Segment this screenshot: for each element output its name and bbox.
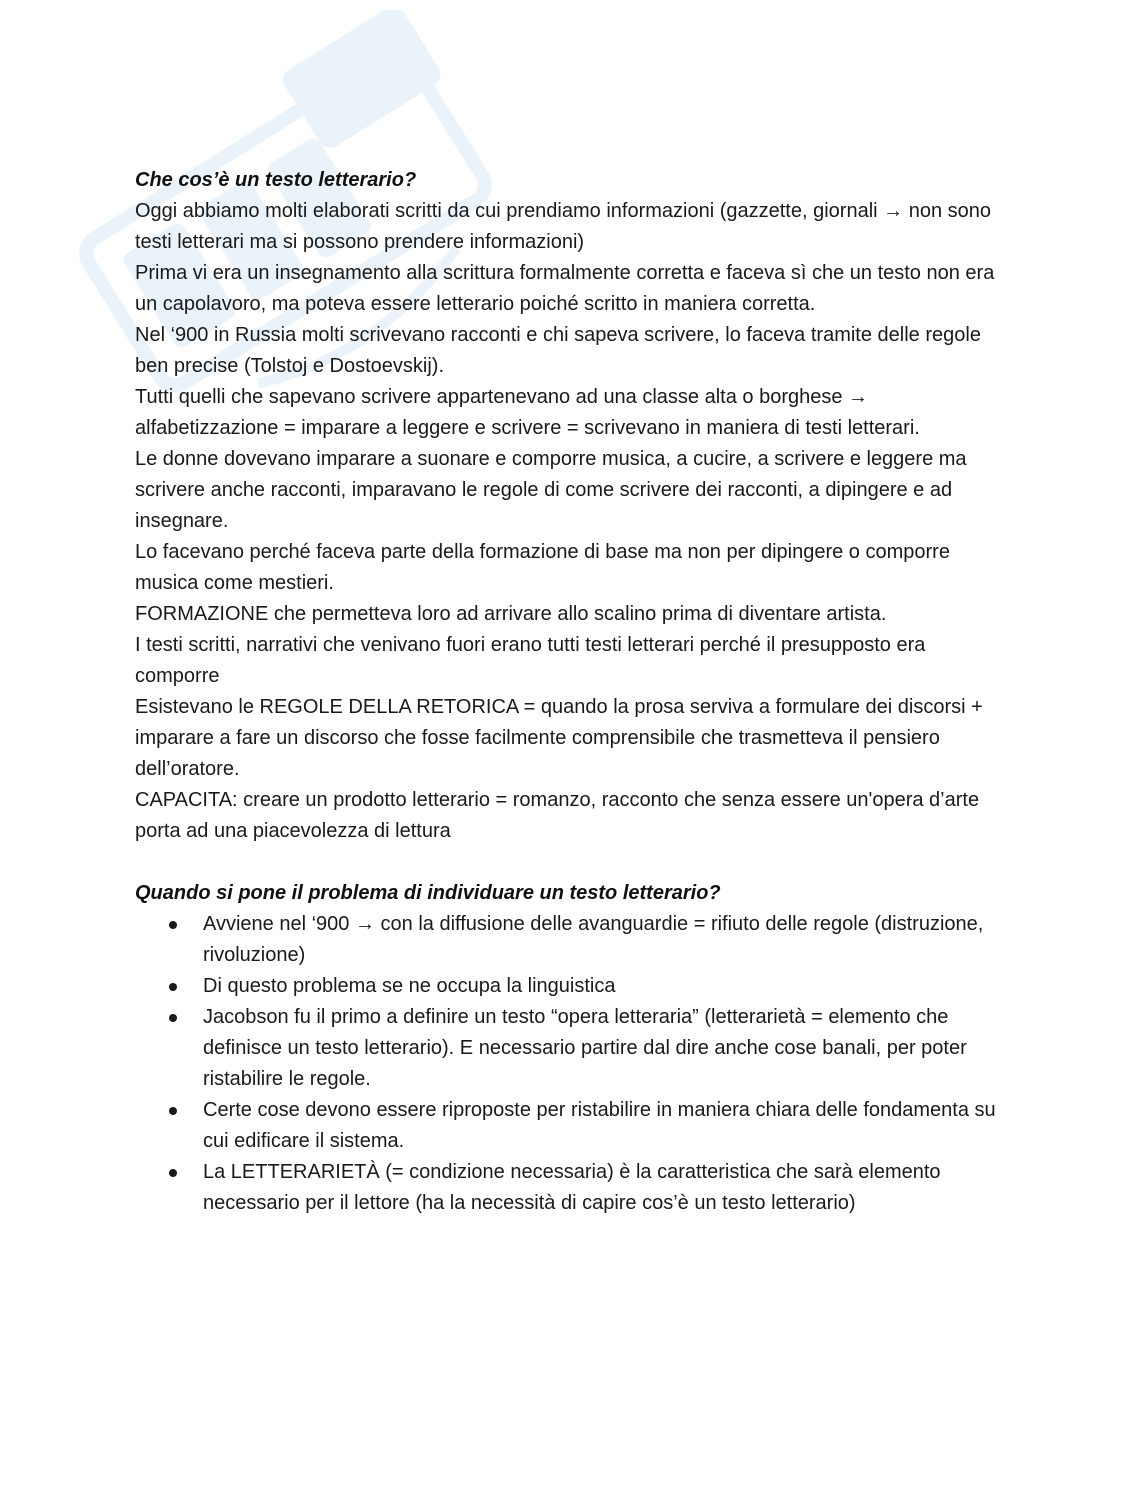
paragraph-written-texts: I testi scritti, narrativi che venivano fuori erano tutti testi letterari perché il presupposto era comporre [135,634,926,687]
list-item-text: Jacobson fu il primo a definire un testo “opera letteraria” (letterarietà = elemento che definisce un testo letterario). E necessario partire dal dire anche cose banali, per poter ristabilire le regole. [203,1006,967,1090]
list-item [135,909,1015,971]
list-item-text: La LETTERARIETÀ (= condizione necessaria) è la caratteristica che sarà elemento necessario per il lettore (ha la necessità di capire cos’è un testo letterario) [203,1161,941,1214]
list-item-text: Certe cose devono essere riproposte per ristabilire in maniera chiara delle fondamenta su cui edificare il sistema. [203,1099,996,1152]
bullet-dot-icon [169,921,177,929]
section-1-title: Che cos’è un testo letterario? [135,169,417,191]
section-gap [135,847,1015,878]
list-item [135,1095,1015,1157]
bullet-dot-icon [169,1014,177,1022]
list-item [135,1002,1015,1095]
paragraph-russia-900: Nel ‘900 in Russia molti scrivevano racconti e chi sapeva scrivere, lo faceva tramite delle regole ben precise (Tolstoj e Dostoevskij). [135,324,981,377]
paragraph-capacita: CAPACITA: creare un prodotto letterario = romanzo, racconto che senza essere un'opera d’arte porta ad una piacevolezza di lettura [135,789,980,842]
section-1-body [135,196,1015,847]
section-2-bullet-list [135,909,1015,1219]
paragraph-correct-writing: Prima vi era un insegnamento alla scrittura formalmente corretta e faceva sì che un testo non era un capolavoro, ma poteva essere letterario poiché scritto in maniera corretta. [135,262,995,315]
paragraph-social-class: Tutti quelli che sapevano scrivere appartenevano ad una classe alta o borghese → alfabetizzazione = imparare a leggere e scrivere = scrivevano in maniera di testi letterari. [135,386,920,439]
paragraph-newspapers: Oggi abbiamo molti elaborati scritti da cui prendiamo informazioni (gazzette, giornali → non sono testi letterari ma si possono prendere informazioni) [135,200,991,253]
list-item-text: Avviene nel ‘900 → con la diffusione delle avanguardie = rifiuto delle regole (distruzione, rivoluzione) [203,913,984,966]
paragraph-basic-training: Lo facevano perché faceva parte della formazione di base ma non per dipingere o comporre musica come mestieri. [135,541,950,594]
document-page [135,165,1015,1219]
bullet-dot-icon [169,1169,177,1177]
list-item-text: Di questo problema se ne occupa la linguistica [203,975,616,997]
list-item [135,1157,1015,1219]
bullet-dot-icon [169,983,177,991]
paragraph-women-education: Le donne dovevano imparare a suonare e comporre musica, a cucire, a scrivere e leggere ma scrivere anche racconti, imparavano le regole di come scrivere dei racconti, a dipingere e ad insegnare. [135,448,967,532]
bullet-dot-icon [169,1107,177,1115]
list-item [135,971,1015,1002]
paragraph-formazione: FORMAZIONE che permetteva loro ad arrivare allo scalino prima di diventare artista. [135,603,887,625]
paragraph-rhetoric-rules: Esistevano le REGOLE DELLA RETORICA = quando la prosa serviva a formulare dei discorsi + imparare a fare un discorso che fosse facilmente comprensibile che trasmetteva il pensiero dell’oratore. [135,696,983,780]
section-2-title: Quando si pone il problema di individuare un testo letterario? [135,882,721,904]
